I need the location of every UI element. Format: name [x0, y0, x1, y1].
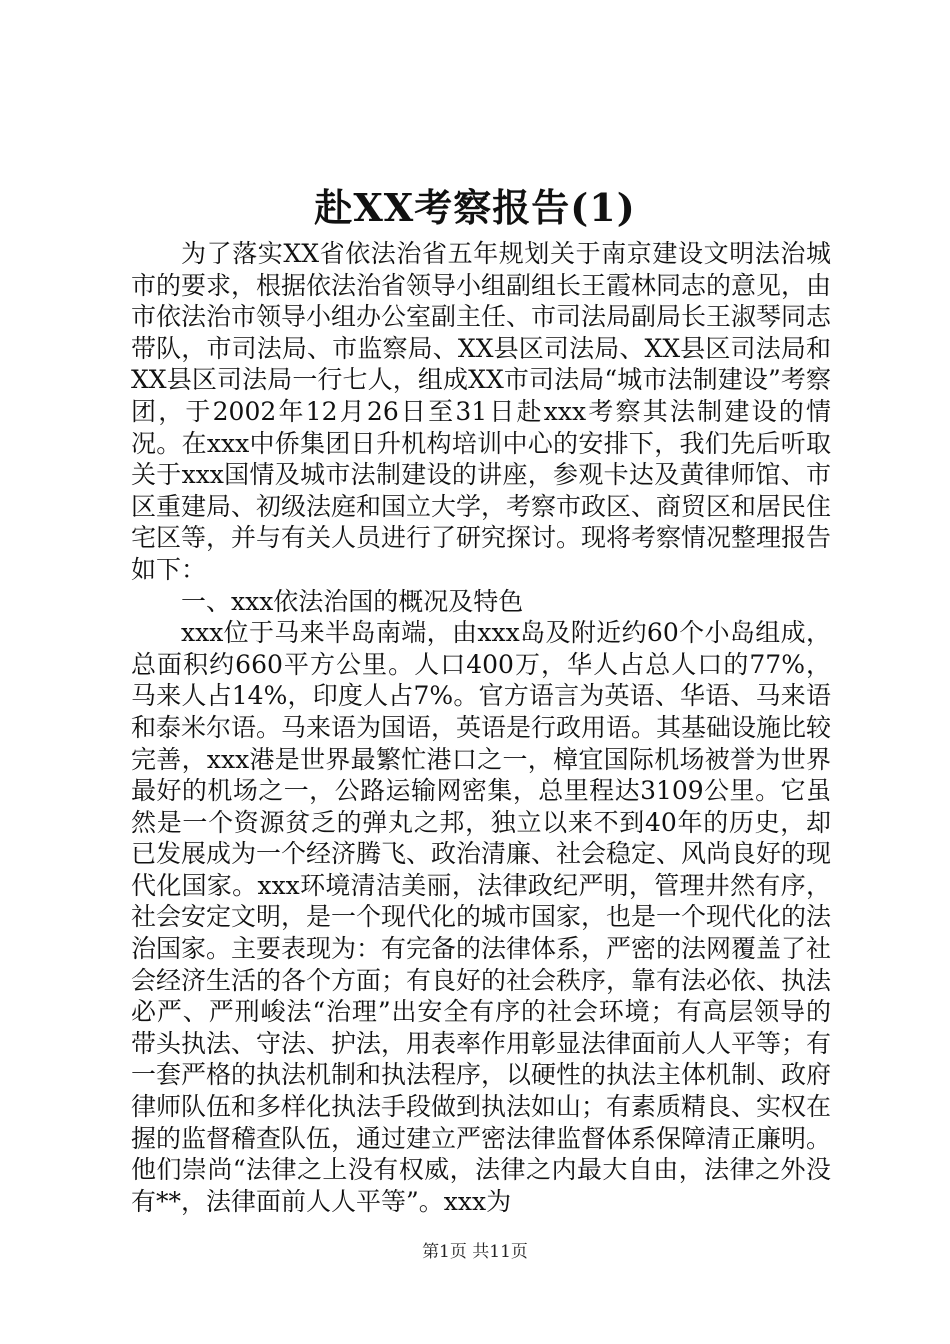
page-number: 第1页 共11页 [422, 1242, 528, 1262]
paragraph-overview: xxx位于马来半岛南端，由xxx岛及附近约60个小岛组成，总面积约660平方公里。人口400万，华人占总人口的77%，马来人占14%，印度人占7%。官方语言为英语、华语、马来语和泰米尔语。马来语为国语，英语是行政用语。其基础设施比较完善，xxx港是世界最繁忙港口之一，樟宜国际机场被誉为世界最好的机场之一，公路运输网密集，总里程达3109公里。它虽然是一个资源贫乏的弹丸之邦，独立以来不到40年的历史，却已发展成为一个经济腾飞、政治清廉、社会稳定、风尚良好的现代化国家。xxx环境清洁美丽，法律政纪严明，管理井然有序，社会安定文明，是一个现代化的城市国家，也是一个现代化的法治国家。主要表现为：有完备的法律体系，严密的法网覆盖了社会经济生活的各个方面；有良好的社会秩序，靠有法必依、执法必严、严刑峻法“治理”出安全有序的社会环境；有高层领导的带头执法、守法、护法，用表率作用彰显法律面前人人平等；有一套严格的执法机制和执法程序，以硬性的执法主体机制、政府律师队伍和多样化执法手段做到执法如山；有素质精良、实权在握的监督稽查队伍，通过建立严密法律监督体系保障清正廉明。他们崇尚“法律之上没有权威，法律之内最大自由，法律之外没有**，法律面前人人平等”。xxx为 [131, 618, 832, 1216]
document-body [131, 238, 831, 1217]
paragraph-intro: 为了落实XX省依法治省五年规划关于南京建设文明法治城市的要求，根据依法治省领导小组副组长王霞林同志的意见，由市依法治市领导小组办公室副主任、市司法局副局长王淑琴同志带队，市司法局、市监察局、XX县区司法局、XX县区司法局和XX县区司法局一行七人，组成XX市司法局“城市法制建设”考察团，于2002年12月26日至31日赴xxx考察其法制建设的情况。在xxx中侨集团日升机构培训中心的安排下，我们先后听取关于xxx国情及城市法制建设的讲座，参观卡达及黄律师馆、市区重建局、初级法庭和国立大学，考察市政区、商贸区和居民住宅区等，并与有关人员进行了研究探讨。现将考察情况整理报告如下： [131, 239, 832, 584]
section-heading: 一、xxx依法治国的概况及特色 [181, 586, 524, 616]
document-title: 赴XX考察报告(1) [314, 185, 636, 230]
